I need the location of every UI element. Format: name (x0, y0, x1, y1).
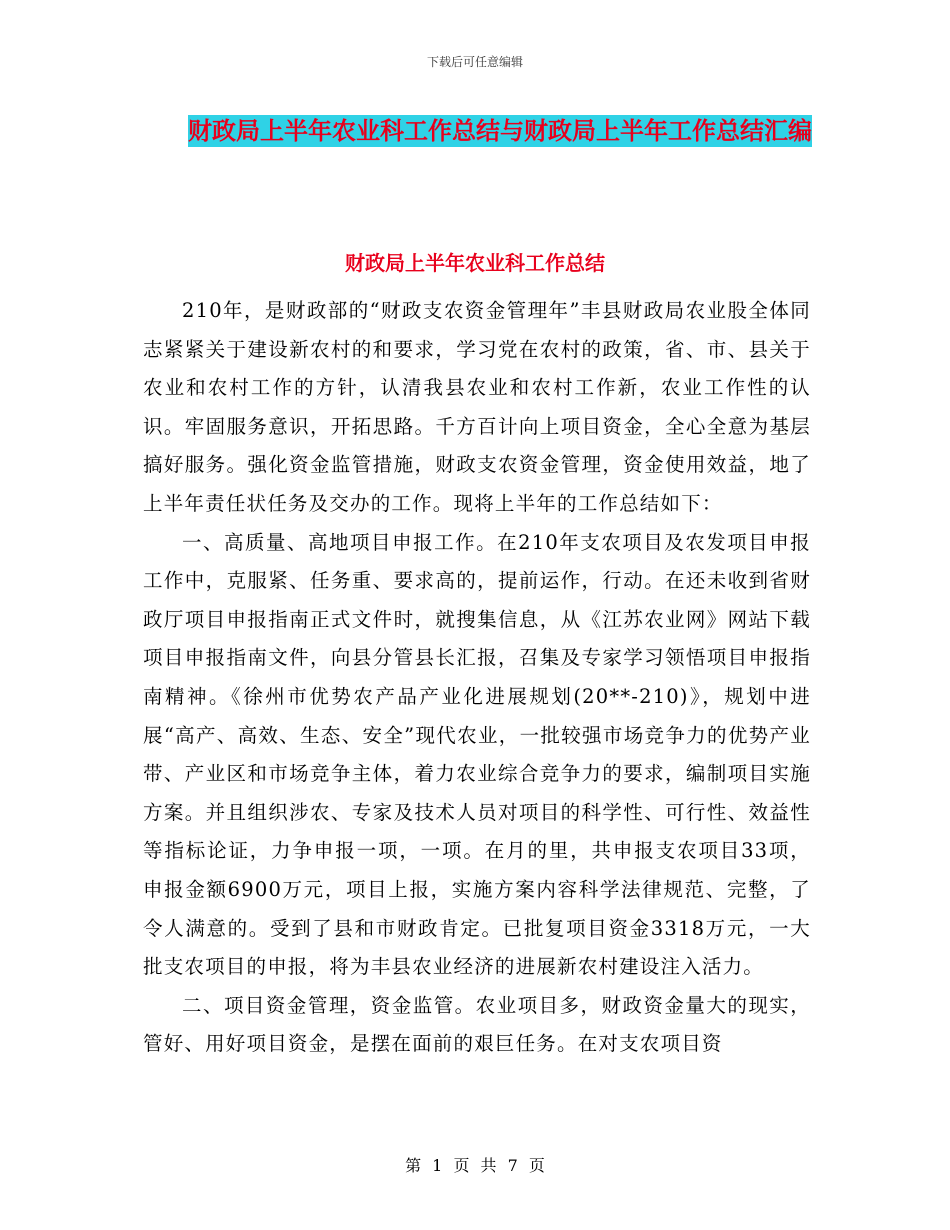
body-text (143, 292, 811, 1064)
paragraph: 210年，是财政部的“财政支农资金管理年”丰县财政局农业股全体同志紧紧关于建设新农村的和要求，学习党在农村的政策，省、市、县关于农业和农村工作的方针，认清我县农业和农村工作新，农业工作性的认识。牢固服务意识，开拓思路。千方百计向上项目资金，全心全意为基层搞好服务。强化资金监管措施，财政支农资金管理，资金使用效益，地了上半年责任状任务及交办的工作。现将上半年的工作总结如下： (143, 299, 811, 515)
page-number-footer: 第 1 页 共 7 页 (405, 1156, 545, 1175)
section-title: 财政局上半年农业科工作总结 (345, 251, 605, 275)
header-note: 下载后可任意编辑 (426, 55, 523, 69)
paragraph: 二、项目资金管理，资金监管。农业项目多，财政资金量大的现实，管好、用好项目资金，是摆在面前的艰巨任务。在对支农项目资 (143, 993, 811, 1056)
paragraph: 一、高质量、高地项目申报工作。在210年支农项目及农发项目申报工作中，克服紧、任务重、要求高的，提前运作，行动。在还未收到省财政厅项目申报指南正式文件时，就搜集信息，从《江苏农业网》网站下载项目申报指南文件，向县分管县长汇报，召集及专家学习领悟项目申报指南精神。《徐州市优势农产品产业化进展规划(20**-210)》，规划中进展“高产、高效、生态、安全”现代农业，一批较强市场竞争力的优势产业带、产业区和市场竞争主体，着力农业综合竞争力的要求，编制项目实施方案。并且组织涉农、专家及技术人员对项目的科学性、可行性、效益性等指标论证，力争申报一项，一项。在月的里，共申报支农项目33项，申报金额6900万元，项目上报，实施方案内容科学法律规范、完整，了令人满意的。受到了县和市财政肯定。已批复项目资金3318万元，一大批支农项目的申报，将为丰县农业经济的进展新农村建设注入活力。 (143, 530, 811, 979)
document-title-text: 财政局上半年农业科工作总结与财政局上半年工作总结汇编 (188, 117, 812, 145)
document-title (140, 109, 860, 153)
